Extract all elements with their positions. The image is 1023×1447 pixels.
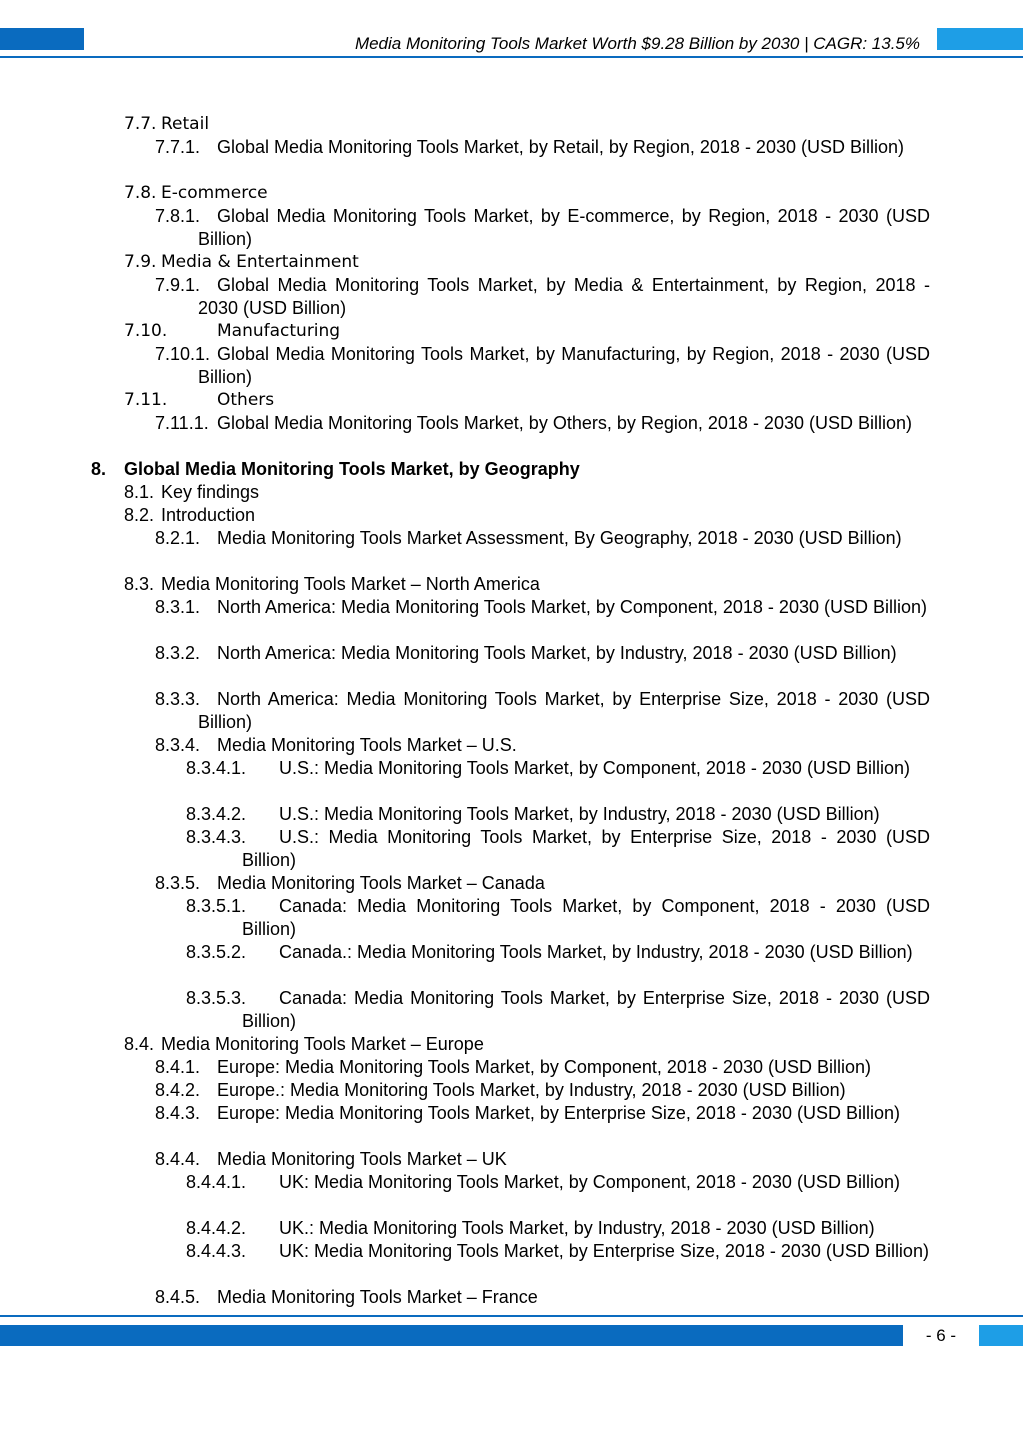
toc-entry-title: North America: Media Monitoring Tools Market, by Industry, 2018 - 2030 (USD Billion)	[217, 643, 897, 663]
toc-entry-title: Media Monitoring Tools Market – UK	[217, 1149, 507, 1169]
toc-entry-number: 7.10.1.	[155, 344, 211, 364]
toc-entry-title: Global Media Monitoring Tools Market, by Retail, by Region, 2018 - 2030 (USD Billion)	[217, 137, 904, 157]
toc-entry-title: Media & Entertainment	[161, 252, 359, 272]
toc-entry-title: Europe: Media Monitoring Tools Market, by Enterprise Size, 2018 - 2030 (USD Billion)	[217, 1103, 900, 1123]
toc-entry-title: U.S.: Media Monitoring Tools Market, by Component, 2018 - 2030 (USD Billion)	[279, 758, 910, 778]
toc-entry-title: Canada.: Media Monitoring Tools Market, by Industry, 2018 - 2030 (USD Billion)	[279, 942, 913, 962]
toc-entry-number: 8.4.4.1.	[186, 1172, 247, 1192]
toc-entry-number: 8.4.4.2.	[186, 1218, 247, 1238]
toc-entry-number: 8.4.3.	[155, 1103, 201, 1123]
toc-entry-number: 8.4.1.	[155, 1057, 201, 1077]
toc-entry-title: North America: Media Monitoring Tools Market, by Enterprise Size, 2018 - 2030 (USD Billion)	[198, 689, 930, 732]
toc-entry-title: Media Monitoring Tools Market – U.S.	[217, 735, 517, 755]
toc-entry-title: North America: Media Monitoring Tools Market, by Component, 2018 - 2030 (USD Billion)	[217, 597, 927, 617]
toc-entry-title: Retail	[161, 114, 210, 134]
toc-entry-title: Others	[217, 390, 275, 410]
toc-entry-title: Canada: Media Monitoring Tools Market, by Component, 2018 - 2030 (USD Billion)	[242, 896, 930, 939]
header-title: Media Monitoring Tools Market Worth $9.28 Billion by 2030 | CAGR: 13.5%	[354, 34, 920, 53]
toc-entry-title: Europe.: Media Monitoring Tools Market, by Industry, 2018 - 2030 (USD Billion)	[217, 1080, 846, 1100]
footer-bar	[0, 1325, 903, 1346]
toc-entry-title: Media Monitoring Tools Market Assessment, By Geography, 2018 - 2030 (USD Billion)	[217, 528, 902, 548]
toc-entry-number: 8.1.	[124, 482, 155, 502]
toc-entry-number: 8.3.5.2.	[186, 942, 247, 962]
toc-entry-title: Global Media Monitoring Tools Market, by Media & Entertainment, by Region, 2018 - 2030 (USD Billion)	[198, 275, 930, 318]
toc-entry-number: 7.7.	[124, 114, 157, 134]
toc-entry-number: 8.3.4.	[155, 735, 201, 755]
toc-entry-number: 8.3.2.	[155, 643, 201, 663]
toc-entry-number: 8.4.4.	[155, 1149, 201, 1169]
toc-entry-title: Media Monitoring Tools Market – Europe	[161, 1034, 484, 1054]
toc-entry-title: Global Media Monitoring Tools Market, by Manufacturing, by Region, 2018 - 2030 (USD Billion)	[198, 344, 930, 387]
toc-entry-title: Key findings	[161, 482, 260, 502]
toc-entry-title: Media Monitoring Tools Market – France	[217, 1287, 538, 1307]
toc-entry-title: Manufacturing	[217, 321, 341, 341]
toc-entry-number: 7.7.1.	[155, 137, 201, 157]
toc-entry-title: UK: Media Monitoring Tools Market, by Enterprise Size, 2018 - 2030 (USD Billion)	[279, 1241, 929, 1261]
toc-entry-number: 8.4.	[124, 1034, 155, 1054]
toc-entry-title: U.S.: Media Monitoring Tools Market, by Industry, 2018 - 2030 (USD Billion)	[279, 804, 880, 824]
toc-entry-number: 8.	[91, 459, 107, 479]
toc-entry-number: 8.3.4.3.	[186, 827, 247, 847]
toc-entry-number: 8.2.	[124, 505, 155, 525]
toc-entry-number: 8.4.4.3.	[186, 1241, 247, 1261]
toc-entry-number: 8.3.4.2.	[186, 804, 247, 824]
footer-accent-right	[979, 1325, 1023, 1346]
toc-entry-number: 8.4.5.	[155, 1287, 201, 1307]
toc-entry-title: Media Monitoring Tools Market – North America	[161, 574, 540, 594]
toc-entry-number: 7.9.	[124, 252, 157, 272]
toc-entry-number: 8.3.5.	[155, 873, 201, 893]
header-rule	[0, 56, 1023, 58]
toc-entry-number: 8.2.1.	[155, 528, 201, 548]
toc-entry-number: 8.3.	[124, 574, 155, 594]
toc-entry-title: E-commerce	[161, 183, 268, 203]
toc-entry-title: Global Media Monitoring Tools Market, by Geography	[124, 459, 580, 479]
toc-entry-number: 8.3.3.	[155, 689, 201, 709]
toc-entry-number: 8.3.5.1.	[186, 896, 247, 916]
toc-entry-number: 7.8.	[124, 183, 157, 203]
toc-entry-title: Global Media Monitoring Tools Market, by E-commerce, by Region, 2018 - 2030 (USD Billion)	[198, 206, 930, 249]
toc-entry-title: UK: Media Monitoring Tools Market, by Component, 2018 - 2030 (USD Billion)	[279, 1172, 900, 1192]
toc-entry-number: 7.11.	[124, 390, 168, 410]
toc-entry-number: 8.3.5.3.	[186, 988, 247, 1008]
toc-entry-title: UK.: Media Monitoring Tools Market, by Industry, 2018 - 2030 (USD Billion)	[279, 1218, 875, 1238]
toc-entry-number: 7.8.1.	[155, 206, 201, 226]
toc-entry-number: 7.9.1.	[155, 275, 201, 295]
toc-entry-title: Europe: Media Monitoring Tools Market, by Component, 2018 - 2030 (USD Billion)	[217, 1057, 871, 1077]
toc-entry-number: 8.3.4.1.	[186, 758, 247, 778]
footer-rule	[0, 1315, 1023, 1317]
toc-entry-title: Global Media Monitoring Tools Market, by Others, by Region, 2018 - 2030 (USD Billion)	[217, 413, 912, 433]
toc-entry-number: 7.11.1.	[155, 413, 209, 433]
toc-entry-title: Introduction	[161, 505, 256, 525]
toc-entry-title: Canada: Media Monitoring Tools Market, by Enterprise Size, 2018 - 2030 (USD Billion)	[242, 988, 930, 1031]
toc-entry-number: 8.4.2.	[155, 1080, 201, 1100]
header-accent-right	[937, 28, 1023, 50]
toc-entry-title: Media Monitoring Tools Market – Canada	[217, 873, 545, 893]
toc-entry-number: 8.3.1.	[155, 597, 201, 617]
page-number: - 6 -	[925, 1326, 957, 1345]
toc-entry-number: 7.10.	[124, 321, 168, 341]
toc-entry-title: U.S.: Media Monitoring Tools Market, by Enterprise Size, 2018 - 2030 (USD Billion)	[242, 827, 930, 870]
